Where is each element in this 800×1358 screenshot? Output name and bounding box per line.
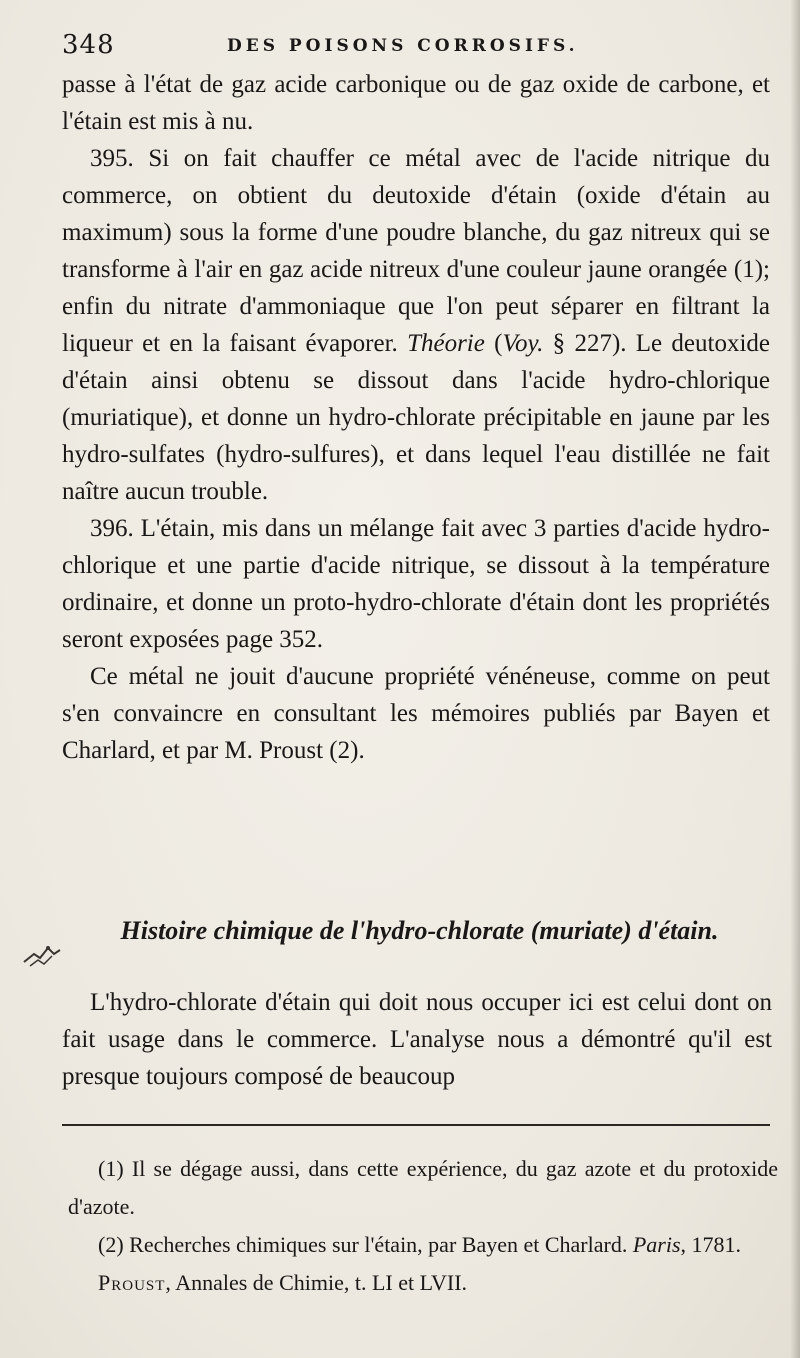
section-text bbox=[62, 984, 772, 1095]
section-title: Histoire chimique de l'hydro-chlorate (muriate) d'étain. bbox=[120, 916, 719, 945]
page-edge-shadow bbox=[790, 0, 800, 1358]
paragraph-395 bbox=[62, 140, 770, 510]
paragraph-conclusion: Ce métal ne jouit d'aucune propriété vénéneuse, comme on peut s'en convaincre en consultant les mémoires publiés par Bayen et Charlard, et par M. Proust (2). bbox=[62, 663, 770, 764]
paragraph-395-part-b: § 227). Le deutoxide d'étain ainsi obtenu se dissout dans l'acide hydro-chlorique (muriatique), et donne un hydro-chlorate précipitable en jaune par les hydro-sulfates (hydro-sulfures), et dans lequel l'eau distillée ne fait naître aucun trouble. bbox=[62, 330, 771, 505]
footnote-1: (1) Il se dégage aussi, dans cette expérience, du gaz azote et du protoxide d'azote. bbox=[68, 1156, 778, 1219]
footnote-2-text: (2) Recherches chimiques sur l'étain, par Bayen et Charlard. bbox=[98, 1232, 628, 1257]
footnote-3-author: Proust bbox=[98, 1270, 166, 1295]
theorie-label: Théorie bbox=[407, 330, 485, 357]
main-text bbox=[62, 66, 770, 769]
page-number: 348 bbox=[62, 30, 115, 60]
paren-open: ( bbox=[484, 330, 503, 357]
page-header bbox=[62, 30, 778, 70]
paragraph-396: 396. L'étain, mis dans un mélange fait avec 3 parties d'acide hydro-chlorique et une partie d'acide nitrique, se dissout à la température ordinaire, et donne un proto-hydro-chlorate d'étain dont les propriétés seront exposées page 352. bbox=[62, 515, 770, 653]
paragraph-continuation: passe à l'état de gaz acide carbonique ou de gaz oxide de carbone, et l'étain est mis à nu. bbox=[62, 71, 770, 135]
section-paragraph: L'hydro-chlorate d'étain qui doit nous occuper ici est celui dont on fait usage dans le commerce. L'analyse nous a démontré qu'il est presque toujours composé de beaucoup bbox=[62, 989, 772, 1090]
footnote-3-reference: , Annales de Chimie, t. LI et LVII. bbox=[165, 1270, 468, 1295]
footnote-2-city: Paris bbox=[632, 1232, 681, 1257]
footnotes bbox=[68, 1150, 778, 1302]
footnote-2-year: , 1781. bbox=[680, 1232, 742, 1257]
voy-label: Voy. bbox=[502, 330, 544, 357]
paragraph-395-part-a: 395. Si on fait chauffer ce métal avec de l'acide nitrique du commerce, on obtient du deutoxide d'étain (oxide d'étain au maximum) sous la forme d'une poudre blanche, du gaz nitreux qui se transforme à l'air en gaz acide nitreux d'une couleur jaune orangée (1); enfin du nitrate d'ammoniaque que l'on peut séparer en filtrant la liqueur et en la faisant évaporer. bbox=[62, 145, 770, 357]
footnote-3 bbox=[68, 1264, 778, 1302]
printer-ornament-icon bbox=[20, 940, 62, 970]
running-head: DES POISONS CORROSIFS. bbox=[227, 36, 579, 56]
footnote-2 bbox=[68, 1226, 778, 1264]
footnote-rule bbox=[62, 1124, 770, 1126]
